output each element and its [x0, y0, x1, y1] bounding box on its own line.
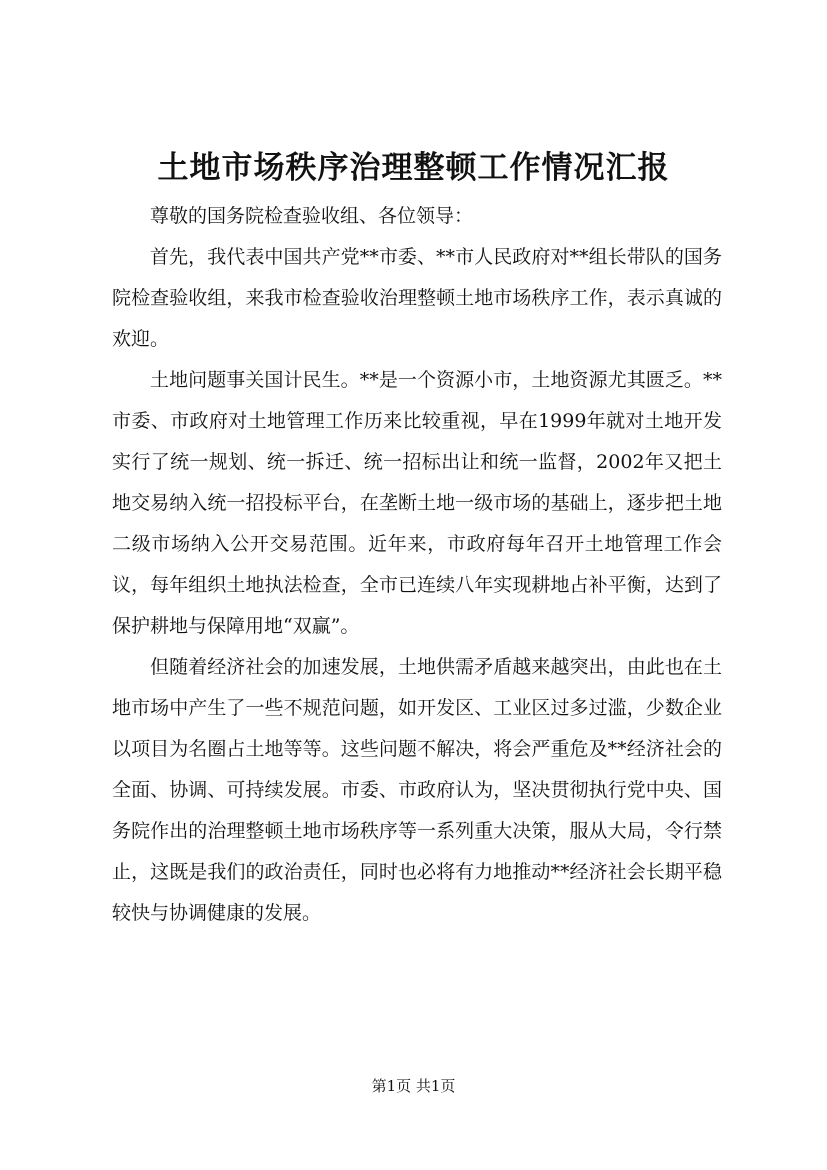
document-body — [112, 196, 722, 934]
paragraph-problems: 但随着经济社会的加速发展，土地供需矛盾越来越突出，由此也在土地市场中产生了一些不规范问题，如开发区、工业区过多过滥，少数企业以项目为名圈占土地等等。这些问题不解决，将会严重危及**经济社会的全面、协调、可持续发展。市委、市政府认为，坚决贯彻执行党中央、国务院作出的治理整顿土地市场秩序等一系列重大决策，服从大局，令行禁止，这既是我们的政治责任，同时也必将有力地推动**经济社会长期平稳较快与协调健康的发展。 — [112, 656, 722, 924]
page-number-footer: 第1页 共1页 — [371, 1077, 456, 1095]
salutation: 尊敬的国务院检查验收组、各位领导： — [150, 205, 474, 227]
paragraph-welcome: 首先，我代表中国共产党**市委、**市人民政府对**组长带队的国务院检查验收组，来我市检查验收治理整顿土地市场秩序工作，表示真诚的欢迎。 — [112, 246, 722, 350]
paragraph-background: 土地问题事关国计民生。**是一个资源小市，土地资源尤其匮乏。**市委、市政府对土地管理工作历来比较重视，早在1999年就对土地开发实行了统一规划、统一拆迁、统一招标出让和统一监督，2002年又把土地交易纳入统一招投标平台，在垄断土地一级市场的基础上，逐步把土地二级市场纳入公开交易范围。近年来，市政府每年召开土地管理工作会议，每年组织土地执法检查，全市已连续八年实现耕地占补平衡，达到了保护耕地与保障用地“双赢”。 — [112, 369, 722, 637]
document-title: 土地市场秩序治理整顿工作情况汇报 — [157, 150, 670, 186]
